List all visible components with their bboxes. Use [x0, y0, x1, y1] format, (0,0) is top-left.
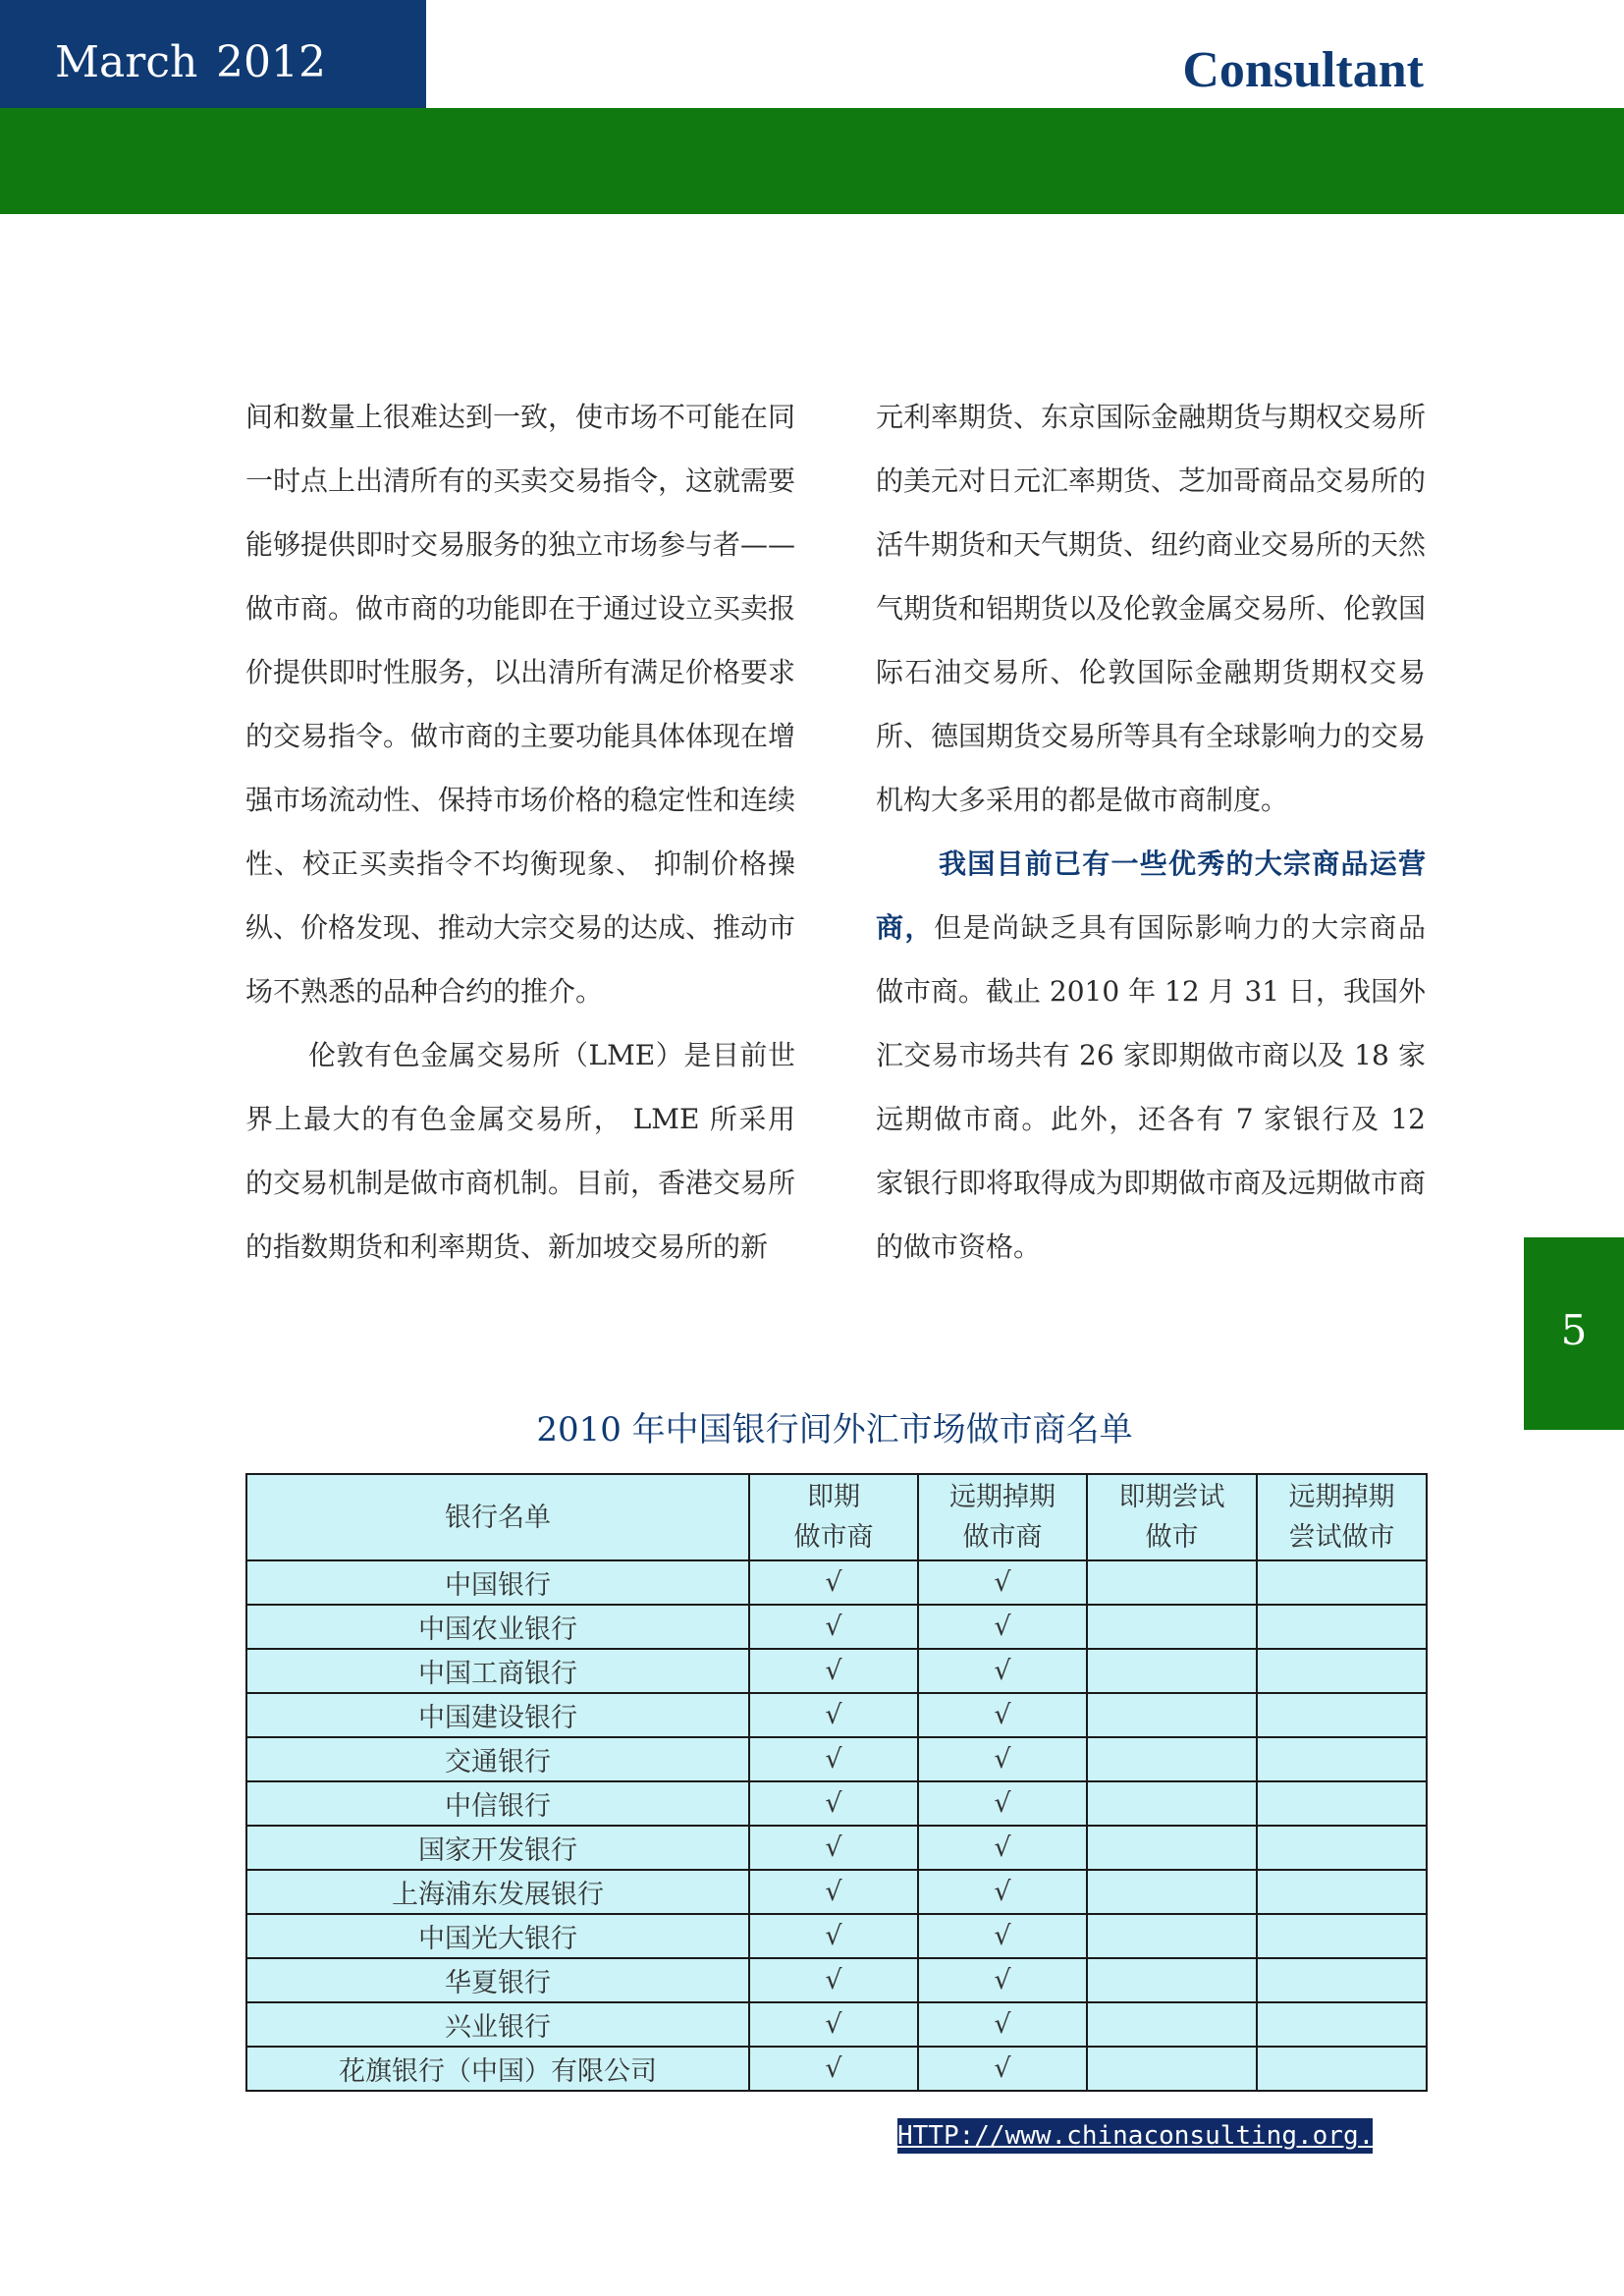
website-link[interactable]: HTTP://www.chinaconsulting.org.cn: [897, 2118, 1373, 2154]
header-green-band: [0, 108, 1624, 214]
left-paragraph-1: 间和数量上很难达到一致，使市场不可能在同一时点上出清所有的买卖交易指令，这就需要能够提供即时交易服务的独立市场参与者——做市商。做市商的功能即在于通过设立买卖报价提供即时性服务，以出清所有满足价格要求的交易指令。做市商的主要功能具体体现在增强市场流动性、保持市场价格的稳定性和连续性、校正买卖指令不均衡现象、 抑制价格操纵、价格发现、推动大宗交易的达成、推动市场不熟悉的品种合约的推介。: [245, 401, 796, 1008]
magazine-title: Consultant: [1182, 42, 1424, 98]
header-forward-trial-line2: 尝试做市: [1288, 1522, 1395, 1553]
table-row: [246, 1870, 1427, 1914]
cell-bank: 中国建设银行: [246, 1693, 749, 1737]
cell-spot: √: [749, 1737, 918, 1781]
table-row: [246, 2047, 1427, 2091]
cell-forward-trial: [1257, 1914, 1427, 1958]
cell-forward: √: [918, 1958, 1087, 2002]
table-row: [246, 1914, 1427, 1958]
cell-bank: 中国工商银行: [246, 1649, 749, 1693]
table-header-row: [246, 1474, 1427, 1560]
header-forward-maker: [918, 1474, 1087, 1560]
cell-forward-trial: [1257, 1826, 1427, 1870]
header-forward-line1: 远期掉期: [949, 1482, 1056, 1512]
table-row: [246, 2002, 1427, 2047]
table-row: [246, 1781, 1427, 1826]
table-row: [246, 1649, 1427, 1693]
cell-spot: √: [749, 1781, 918, 1826]
market-maker-table: [245, 1473, 1428, 2092]
header-spot-line2: 做市商: [793, 1522, 874, 1553]
cell-forward-trial: [1257, 1781, 1427, 1826]
highlight-text: 我国目前已有一些优秀的大宗商品运营商，: [876, 847, 1426, 944]
cell-bank: 中国银行: [246, 1560, 749, 1605]
cell-forward: √: [918, 1914, 1087, 1958]
cell-bank: 华夏银行: [246, 1958, 749, 2002]
cell-spot: √: [749, 1958, 918, 2002]
right-paragraph-2: [876, 832, 1426, 1279]
cell-bank: 花旗银行（中国）有限公司: [246, 2047, 749, 2091]
cell-forward: √: [918, 1870, 1087, 1914]
header-spot-maker: [749, 1474, 918, 1560]
page-number: 5: [1560, 1306, 1588, 1354]
cell-bank: 中信银行: [246, 1781, 749, 1826]
cell-bank: 上海浦东发展银行: [246, 1870, 749, 1914]
cell-forward: √: [918, 1605, 1087, 1649]
cell-spot: √: [749, 1870, 918, 1914]
header-spot-trial-line1: 即期尝试: [1118, 1482, 1225, 1512]
header-bank-list: 银行名单: [246, 1474, 749, 1560]
cell-spot-trial: [1087, 1870, 1257, 1914]
cell-forward: √: [918, 2047, 1087, 2091]
cell-bank: 中国光大银行: [246, 1914, 749, 1958]
article-right-column: [876, 385, 1426, 1279]
cell-spot-trial: [1087, 1958, 1257, 2002]
cell-spot: √: [749, 1605, 918, 1649]
page-number-tab: [1524, 1237, 1624, 1430]
header-month: March: [55, 37, 198, 87]
header-spot-line1: 即期: [807, 1482, 860, 1512]
table-row: [246, 1693, 1427, 1737]
cell-forward-trial: [1257, 1560, 1427, 1605]
cell-forward-trial: [1257, 1605, 1427, 1649]
table-row: [246, 1560, 1427, 1605]
cell-spot: √: [749, 1560, 918, 1605]
table-title: 2010 年中国银行间外汇市场做市商名单: [536, 1410, 1133, 1449]
cell-forward: √: [918, 1781, 1087, 1826]
header-date-block: [0, 0, 426, 108]
header-forward-trial: [1257, 1474, 1427, 1560]
left-paragraph-2: 伦敦有色金属交易所（LME）是目前世界上最大的有色金属交易所， LME 所采用的交易机制是做市商机制。目前，香港交易所的指数期货和利率期货、新加坡交易所的新: [245, 1039, 796, 1263]
cell-bank: 兴业银行: [246, 2002, 749, 2047]
cell-forward-trial: [1257, 2002, 1427, 2047]
cell-forward: √: [918, 1737, 1087, 1781]
cell-spot-trial: [1087, 1737, 1257, 1781]
cell-forward: √: [918, 1649, 1087, 1693]
cell-spot-trial: [1087, 1605, 1257, 1649]
header-spot-trial: [1087, 1474, 1257, 1560]
header-forward-trial-line1: 远期掉期: [1288, 1482, 1395, 1512]
article-left-column: [245, 385, 795, 1279]
cell-spot: √: [749, 1826, 918, 1870]
cell-forward-trial: [1257, 1693, 1427, 1737]
right-paragraph-2-rest: 但是尚缺乏具有国际影响力的大宗商品做市商。截止 2010 年 12 月 31 日，我国外汇交易市场共有 26 家即期做市商以及 18 家远期做市商。此外，还各有 7 家银行及 12 家银行即将取得成为即期做市商及远期做市商的做市资格。: [876, 911, 1427, 1263]
cell-forward: √: [918, 1693, 1087, 1737]
table-row: [246, 1605, 1427, 1649]
cell-spot-trial: [1087, 1693, 1257, 1737]
cell-forward: √: [918, 1826, 1087, 1870]
cell-forward-trial: [1257, 1870, 1427, 1914]
cell-forward-trial: [1257, 1737, 1427, 1781]
cell-bank: 交通银行: [246, 1737, 749, 1781]
header-forward-line2: 做市商: [962, 1522, 1043, 1553]
cell-forward-trial: [1257, 1958, 1427, 2002]
cell-spot: √: [749, 1914, 918, 1958]
right-paragraph-1: 元利率期货、东京国际金融期货与期权交易所的美元对日元汇率期货、芝加哥商品交易所的活牛期货和天气期货、纽约商业交易所的天然气期货和铝期货以及伦敦金属交易所、伦敦国际石油交易所、伦敦国际金融期货期权交易所、德国期货交易所等具有全球影响力的交易机构大多采用的都是做市商制度。: [876, 401, 1427, 816]
cell-spot: √: [749, 2002, 918, 2047]
cell-forward-trial: [1257, 1649, 1427, 1693]
table-row: [246, 1737, 1427, 1781]
header-spot-trial-line2: 做市: [1145, 1522, 1199, 1553]
cell-bank: 中国农业银行: [246, 1605, 749, 1649]
header-year: 2012: [216, 37, 326, 87]
cell-forward: √: [918, 2002, 1087, 2047]
cell-forward: √: [918, 1560, 1087, 1605]
cell-spot: √: [749, 2047, 918, 2091]
cell-spot-trial: [1087, 1826, 1257, 1870]
cell-spot-trial: [1087, 1649, 1257, 1693]
cell-spot-trial: [1087, 1781, 1257, 1826]
cell-bank: 国家开发银行: [246, 1826, 749, 1870]
cell-spot-trial: [1087, 1914, 1257, 1958]
cell-spot-trial: [1087, 2002, 1257, 2047]
cell-spot: √: [749, 1649, 918, 1693]
cell-spot-trial: [1087, 2047, 1257, 2091]
cell-spot-trial: [1087, 1560, 1257, 1605]
cell-spot: √: [749, 1693, 918, 1737]
cell-forward-trial: [1257, 2047, 1427, 2091]
table-row: [246, 1826, 1427, 1870]
table-row: [246, 1958, 1427, 2002]
